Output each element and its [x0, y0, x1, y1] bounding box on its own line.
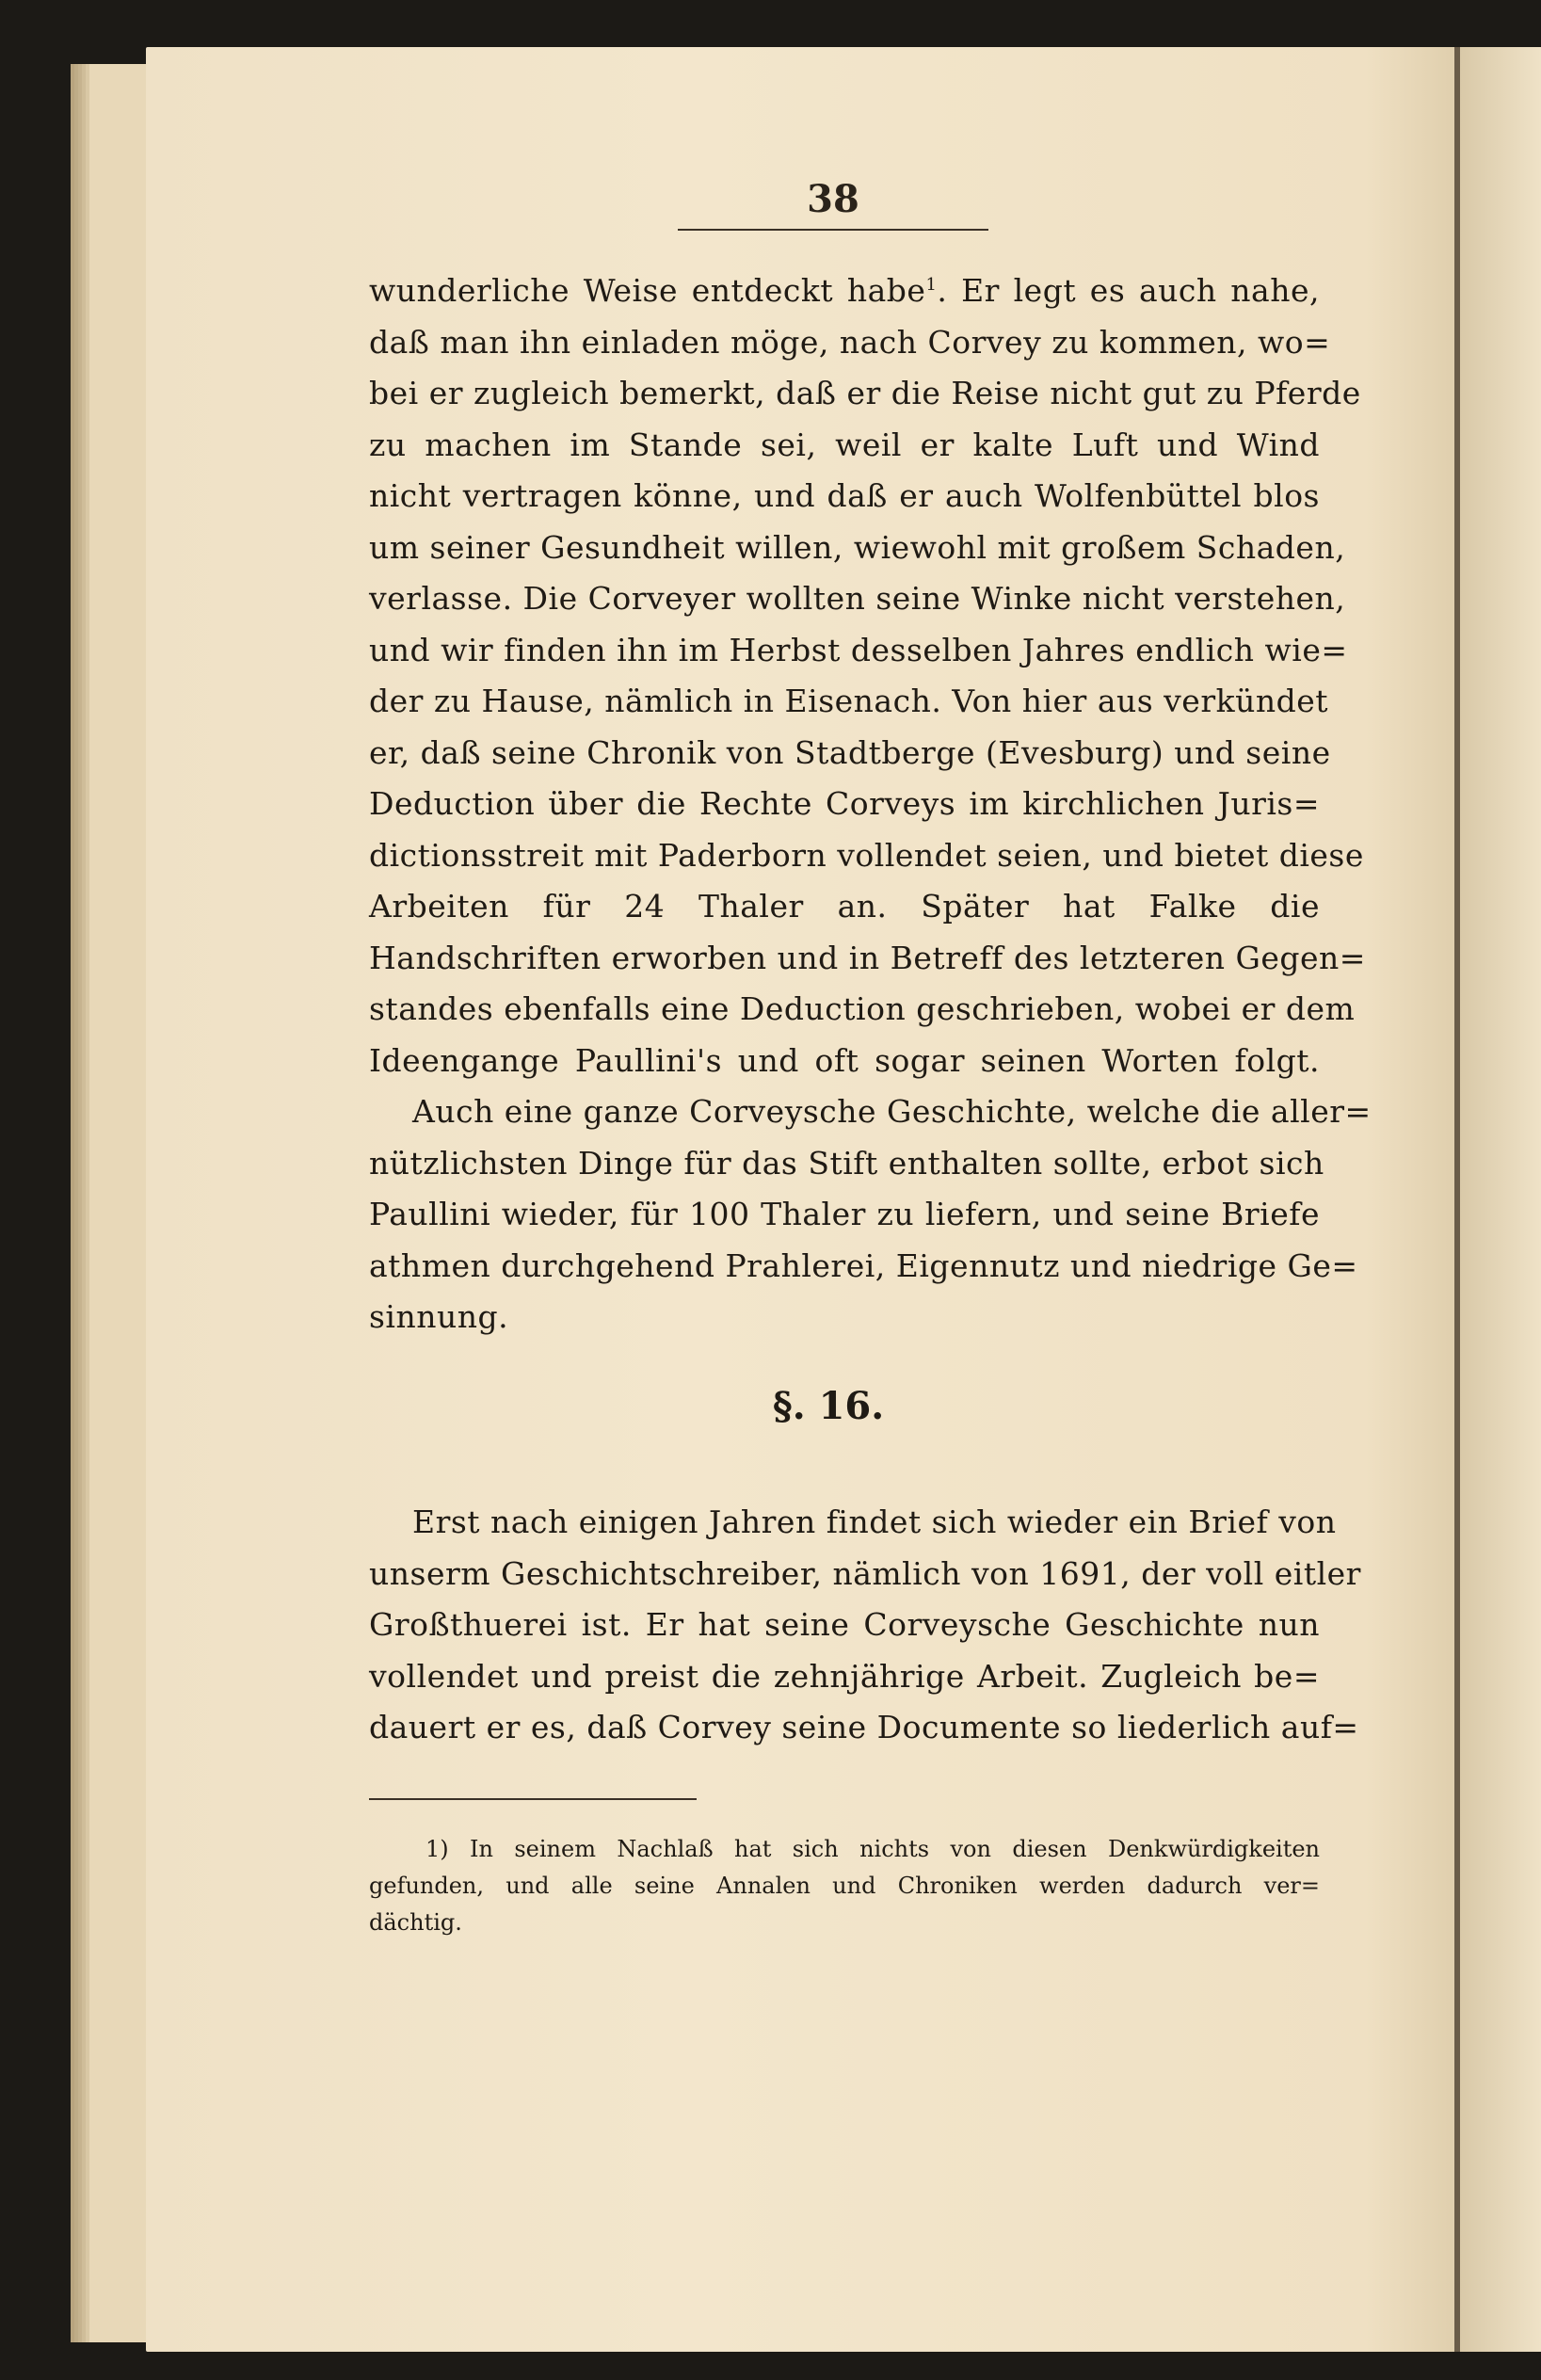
text-line: unserm Geschichtschreiber, nämlich von 1691, der voll eitler	[369, 1554, 1361, 1592]
text-line: wunderliche Weise entdeckt habe$^1$. Er legt es auch nahe,	[369, 272, 1320, 309]
footnote-rule	[369, 1798, 697, 1800]
page-header	[678, 177, 988, 231]
text-line: nicht vertragen könne, und daß er auch Wolfenbüttel blos	[369, 477, 1320, 514]
text-line: zu machen im Stande sei, weil er kalte Luft und Wind	[369, 426, 1320, 463]
text-line: Paullini wieder, für 100 Thaler zu liefern, und seine Briefe	[369, 1196, 1320, 1232]
text-line: er, daß seine Chronik von Stadtberge (Evesburg) und seine	[369, 733, 1331, 771]
text-line: um seiner Gesundheit willen, wiewohl mit großem Schaden,	[369, 528, 1346, 566]
text-line: standes ebenfalls eine Deduction geschrieben, wobei er dem	[369, 990, 1356, 1027]
text-line: Ideengange Paullini's und oft sogar seinen Worten folgt.	[369, 1041, 1320, 1079]
text-line: athmen durchgehend Prahlerei, Eigennutz und niedrige Ge=	[369, 1246, 1358, 1284]
text-line: bei er zugleich bemerkt, daß er die Reise nicht gut zu Pferde	[369, 375, 1361, 411]
text-line: sinnung.	[369, 1298, 509, 1335]
text-line: der zu Hause, nämlich in Eisenach. Von hier aus verkündet	[369, 683, 1329, 719]
text-line: Auch eine ganze Corveysche Geschichte, welche die aller=	[412, 1093, 1372, 1130]
header-rule	[678, 229, 988, 231]
footnote-line: 1) In seinem Nachlaß hat sich nichts von diesen Denkwürdigkeiten	[425, 1836, 1320, 1862]
text-line: und wir finden ihn im Herbst desselben Jahres endlich wie=	[369, 631, 1348, 668]
section-text	[369, 1497, 1361, 1754]
text-line: Handschriften erworben und in Betreff des letzteren Gegen=	[369, 939, 1366, 976]
text-line: Deduction über die Rechte Corveys im kirchlichen Juris=	[369, 785, 1320, 822]
text-line: nützlichsten Dinge für das Stift enthalten sollte, erbot sich	[369, 1144, 1324, 1182]
section-heading: §. 16.	[772, 1384, 885, 1428]
text-line: daß man ihn einladen möge, nach Corvey zu kommen, wo=	[369, 323, 1331, 361]
footnote	[369, 1831, 1320, 1941]
page-number: 38	[807, 177, 859, 221]
text-line: vollendet und preist die zehnjährige Arbeit. Zugleich be=	[369, 1657, 1320, 1695]
footnote-line: dächtig.	[369, 1909, 462, 1936]
text-line: verlasse. Die Corveyer wollten seine Winke nicht verstehen,	[369, 580, 1346, 617]
text-line: Großthuerei ist. Er hat seine Corveysche Geschichte nun	[369, 1606, 1320, 1643]
text-line: Arbeiten für 24 Thaler an. Später hat Falke die	[369, 888, 1320, 925]
facing-page-edge	[1460, 47, 1541, 2352]
footnote-marker: 1	[925, 275, 938, 295]
text-line: dictionsstreit mit Paderborn vollendet seien, und bietet diese	[369, 836, 1364, 874]
main-text	[369, 265, 1372, 1343]
text-line: dauert er es, daß Corvey seine Documente so liederlich auf=	[369, 1709, 1359, 1745]
footnote-line: gefunden, und alle seine Annalen und Chroniken werden dadurch ver=	[369, 1873, 1320, 1899]
text-line: Erst nach einigen Jahren findet sich wieder ein Brief von	[412, 1504, 1337, 1540]
